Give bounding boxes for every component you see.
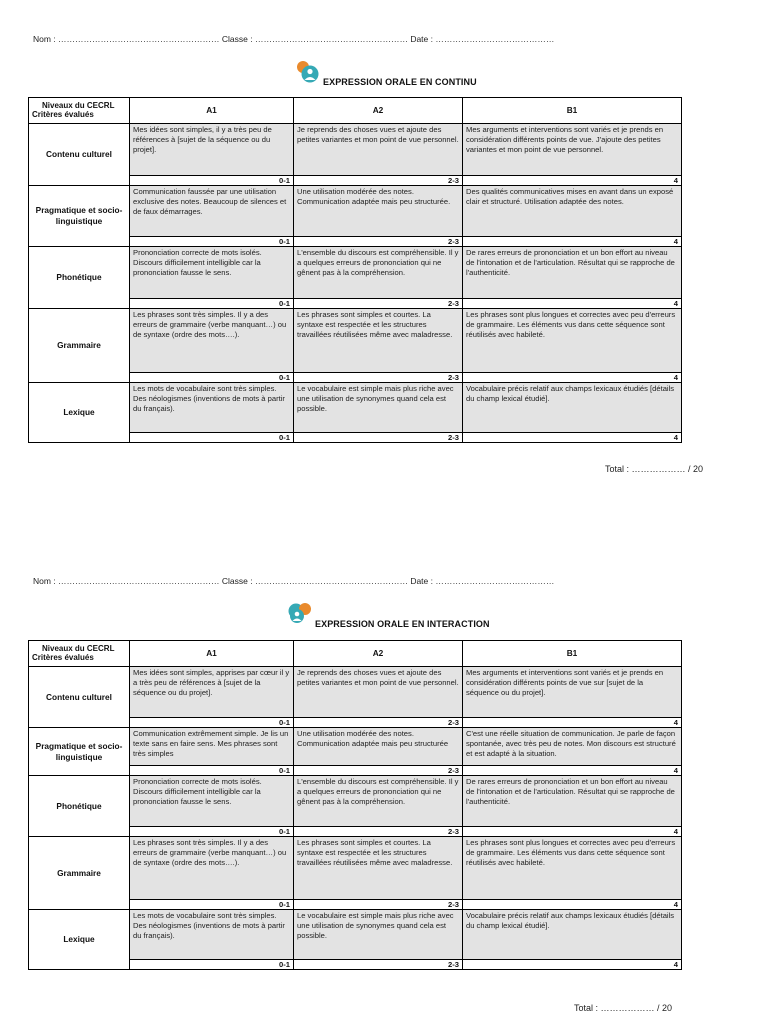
score-a2: 2-3 (294, 766, 463, 776)
score-a1: 0-1 (130, 960, 294, 970)
score-b1: 4 (463, 766, 682, 776)
rubric-sheet-interaction (0, 540, 768, 1024)
score-a2: 2-3 (294, 299, 463, 309)
score-a2: 2-3 (294, 433, 463, 443)
descriptor-b1: Des qualités communicatives mises en avant dans un exposé clair et structuré. Utilisation adaptée des notes. (463, 186, 682, 237)
descriptor-a2: Je reprends des choses vues et ajoute des petites variantes et mon point de vue personnel. (294, 124, 463, 176)
level-header-a1: A1 (130, 641, 294, 667)
descriptor-a1: Les mots de vocabulaire sont très simples. Des néologismes (inventions de mots à partir du français). (130, 910, 294, 960)
descriptor-b1: De rares erreurs de prononciation et un bon effort au niveau de l'intonation et de l'articulation. Résultat qui se rapproche de l'authenticité. (463, 776, 682, 827)
descriptor-a2: Les phrases sont simples et courtes. La syntaxe est respectée et les structures travaillées réutilisées même avec maladresse. (294, 837, 463, 900)
sheet-title: EXPRESSION ORALE EN CONTINU (323, 77, 477, 87)
speaking-person-icon (295, 60, 321, 84)
score-a1: 0-1 (130, 718, 294, 728)
corner-levels-label: Niveaux du CECRL (42, 100, 115, 110)
score-a2: 2-3 (294, 960, 463, 970)
descriptor-a2: L'ensemble du discours est compréhensible. Il y a quelques erreurs de prononciation qui ne gênent pas à la compréhension. (294, 776, 463, 827)
criterion-label: Contenu culturel (29, 124, 130, 186)
level-header-a2: A2 (294, 98, 463, 124)
score-a1: 0-1 (130, 237, 294, 247)
score-a1: 0-1 (130, 900, 294, 910)
descriptor-b1: Les phrases sont plus longues et correctes avec peu d'erreurs de grammaire. Les éléments vus dans cette séquence sont réutilisés avec habileté. (463, 837, 682, 900)
descriptor-a1: Les phrases sont très simples. Il y a des erreurs de grammaire (verbe manquant…) ou de syntaxe (ordre des mots….). (130, 837, 294, 900)
criterion-label: Pragmatique et socio-linguistique (29, 728, 130, 776)
speech-bubbles-icon (287, 602, 313, 626)
descriptor-a1: Les mots de vocabulaire sont très simples. Des néologismes (inventions de mots à partir du français). (130, 383, 294, 433)
criterion-label: Lexique (29, 383, 130, 443)
score-b1: 4 (463, 900, 682, 910)
score-a1: 0-1 (130, 176, 294, 186)
level-header-a1: A1 (130, 98, 294, 124)
descriptor-a1: Prononciation correcte de mots isolés. Discours difficilement intelligible car la prononciation fausse le sens. (130, 776, 294, 827)
rubric-table (28, 97, 682, 443)
score-b1: 4 (463, 373, 682, 383)
score-a2: 2-3 (294, 900, 463, 910)
total-score-line: Total : ……………… / 20 (574, 1003, 673, 1013)
score-b1: 4 (463, 827, 682, 837)
table-corner-header (29, 641, 130, 667)
total-score-line: Total : ……………… / 20 (605, 464, 704, 474)
score-a1: 0-1 (130, 433, 294, 443)
corner-criteria-label: Critères évalués (32, 652, 94, 662)
criterion-label: Phonétique (29, 247, 130, 309)
score-b1: 4 (463, 960, 682, 970)
descriptor-a2: Le vocabulaire est simple mais plus riche avec une utilisation de synonymes quand cela est possible. (294, 383, 463, 433)
score-b1: 4 (463, 718, 682, 728)
descriptor-b1: C'est une réelle situation de communication. Je parle de façon spontanée, avec très peu de notes. Mon discours est structuré et est adapté à la situation. (463, 728, 682, 766)
score-a1: 0-1 (130, 299, 294, 309)
descriptor-a1: Prononciation correcte de mots isolés. Discours difficilement intelligible car la prononciation fausse le sens. (130, 247, 294, 299)
criterion-label: Lexique (29, 910, 130, 970)
score-a2: 2-3 (294, 718, 463, 728)
descriptor-a2: Le vocabulaire est simple mais plus riche avec une utilisation de synonymes quand cela est possible. (294, 910, 463, 960)
descriptor-a1: Mes idées sont simples, il y a très peu de références à [sujet de la séquence ou du projet]. (130, 124, 294, 176)
level-header-a2: A2 (294, 641, 463, 667)
descriptor-b1: Les phrases sont plus longues et correctes avec peu d'erreurs de grammaire. Les éléments vus dans cette séquence sont réutilisés avec habileté. (463, 309, 682, 373)
descriptor-b1: Mes arguments et interventions sont variés et je prends en considération différents points de vue sur [sujet de la séquence ou du projet]. (463, 667, 682, 718)
score-a2: 2-3 (294, 176, 463, 186)
table-corner-header (29, 98, 130, 124)
criterion-label: Grammaire (29, 309, 130, 383)
descriptor-a2: Je reprends des choses vues et ajoute des petites variantes et mon point de vue personnel. (294, 667, 463, 718)
score-a2: 2-3 (294, 827, 463, 837)
descriptor-b1: Vocabulaire précis relatif aux champs lexicaux étudiés [détails du champ lexical étudié]. (463, 910, 682, 960)
descriptor-a1: Communication faussée par une utilisation exclusive des notes. Beaucoup de silences et de faux démarrages. (130, 186, 294, 237)
sheet-title: EXPRESSION ORALE EN INTERACTION (315, 619, 490, 629)
criterion-label: Contenu culturel (29, 667, 130, 728)
student-info-line: Nom : ………………………………………………… Classe : ……………………………………………… Date : …………………………………… (33, 34, 555, 44)
criterion-label: Pragmatique et socio-linguistique (29, 186, 130, 247)
score-b1: 4 (463, 299, 682, 309)
rubric-table (28, 640, 682, 970)
level-header-b1: B1 (463, 641, 682, 667)
rubric-sheet-continu (0, 0, 768, 490)
score-b1: 4 (463, 433, 682, 443)
descriptor-b1: Mes arguments et interventions sont variés et je prends en considération différents points de vue. J'ajoute des petites variantes et mon point de vue personnel. (463, 124, 682, 176)
corner-levels-label: Niveaux du CECRL (42, 643, 115, 653)
descriptor-a2: Une utilisation modérée des notes. Communication adaptée mais peu structurée (294, 728, 463, 766)
descriptor-a1: Mes idées sont simples, apprises par cœur il y a très peu de références à [sujet de la séquence ou du projet]. (130, 667, 294, 718)
criterion-label: Phonétique (29, 776, 130, 837)
score-a1: 0-1 (130, 827, 294, 837)
student-info-line: Nom : ………………………………………………… Classe : ……………………………………………… Date : …………………………………… (33, 576, 555, 586)
descriptor-a1: Communication extrêmement simple. Je lis un texte sans en faire sens. Mes phrases sont très simples (130, 728, 294, 766)
score-b1: 4 (463, 237, 682, 247)
descriptor-a2: Une utilisation modérée des notes. Communication adaptée mais peu structurée. (294, 186, 463, 237)
descriptor-a2: L'ensemble du discours est compréhensible. Il y a quelques erreurs de prononciation qui ne gênent pas à la compréhension. (294, 247, 463, 299)
title-row (0, 60, 768, 90)
score-a1: 0-1 (130, 373, 294, 383)
title-row (0, 602, 768, 632)
descriptor-a2: Les phrases sont simples et courtes. La syntaxe est respectée et les structures travaillées réutilisées même avec maladresse. (294, 309, 463, 373)
descriptor-b1: De rares erreurs de prononciation et un bon effort au niveau de l'intonation et de l'articulation. Résultat qui se rapproche de l'authenticité. (463, 247, 682, 299)
descriptor-b1: Vocabulaire précis relatif aux champs lexicaux étudiés [détails du champ lexical étudié]. (463, 383, 682, 433)
score-a1: 0-1 (130, 766, 294, 776)
score-a2: 2-3 (294, 373, 463, 383)
corner-criteria-label: Critères évalués (32, 109, 94, 119)
descriptor-a1: Les phrases sont très simples. Il y a des erreurs de grammaire (verbe manquant…) ou de syntaxe (ordre des mots….). (130, 309, 294, 373)
score-a2: 2-3 (294, 237, 463, 247)
level-header-b1: B1 (463, 98, 682, 124)
score-b1: 4 (463, 176, 682, 186)
criterion-label: Grammaire (29, 837, 130, 910)
